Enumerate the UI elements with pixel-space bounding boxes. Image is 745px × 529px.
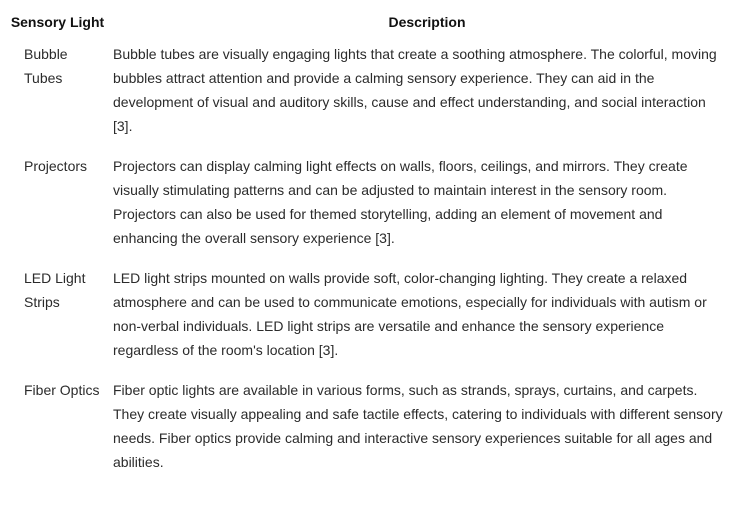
table-row [0, 42, 745, 154]
light-name-cell: Fiber Optics [24, 382, 100, 398]
header-sensory-light: Sensory Light [10, 14, 105, 30]
sensory-lights-table [0, 10, 745, 474]
table-header-row [0, 10, 745, 42]
light-description-cell: LED light strips mounted on walls provide soft, color-changing lighting. They create a relaxed atmosphere and can be used to communicate emotions, especially for individuals with autism or non-verbal individuals. LED light strips are versatile and enhance the sensory experience regardless of the room's location [3]. [113, 270, 707, 358]
light-description-cell: Bubble tubes are visually engaging lights that create a soothing atmosphere. The colorful, moving bubbles attract attention and provide a calming sensory experience. They can aid in the development of visual and auditory skills, cause and effect understanding, and social interaction [3]. [113, 46, 717, 134]
table-row [0, 378, 745, 474]
header-description: Description [388, 14, 466, 30]
light-name-cell: Projectors [24, 158, 88, 174]
table-row [0, 154, 745, 266]
table-row [0, 266, 745, 378]
light-name-cell: Bubble Tubes [24, 46, 68, 86]
light-description-cell: Projectors can display calming light effects on walls, floors, ceilings, and mirrors. They create visually stimulating patterns and can be adjusted to maintain interest in the sensory room. Projectors can also be used for themed storytelling, adding an element of movement and enhancing the overall sensory experience [3]. [113, 158, 688, 246]
light-name-cell: LED Light Strips [24, 270, 86, 310]
light-description-cell: Fiber optic lights are available in various forms, such as strands, sprays, curtains, and carpets. They create visually appealing and safe tactile effects, catering to individuals with different sensory needs. Fiber optics provide calming and interactive sensory experiences suitable for all ages and abilities. [113, 382, 723, 470]
